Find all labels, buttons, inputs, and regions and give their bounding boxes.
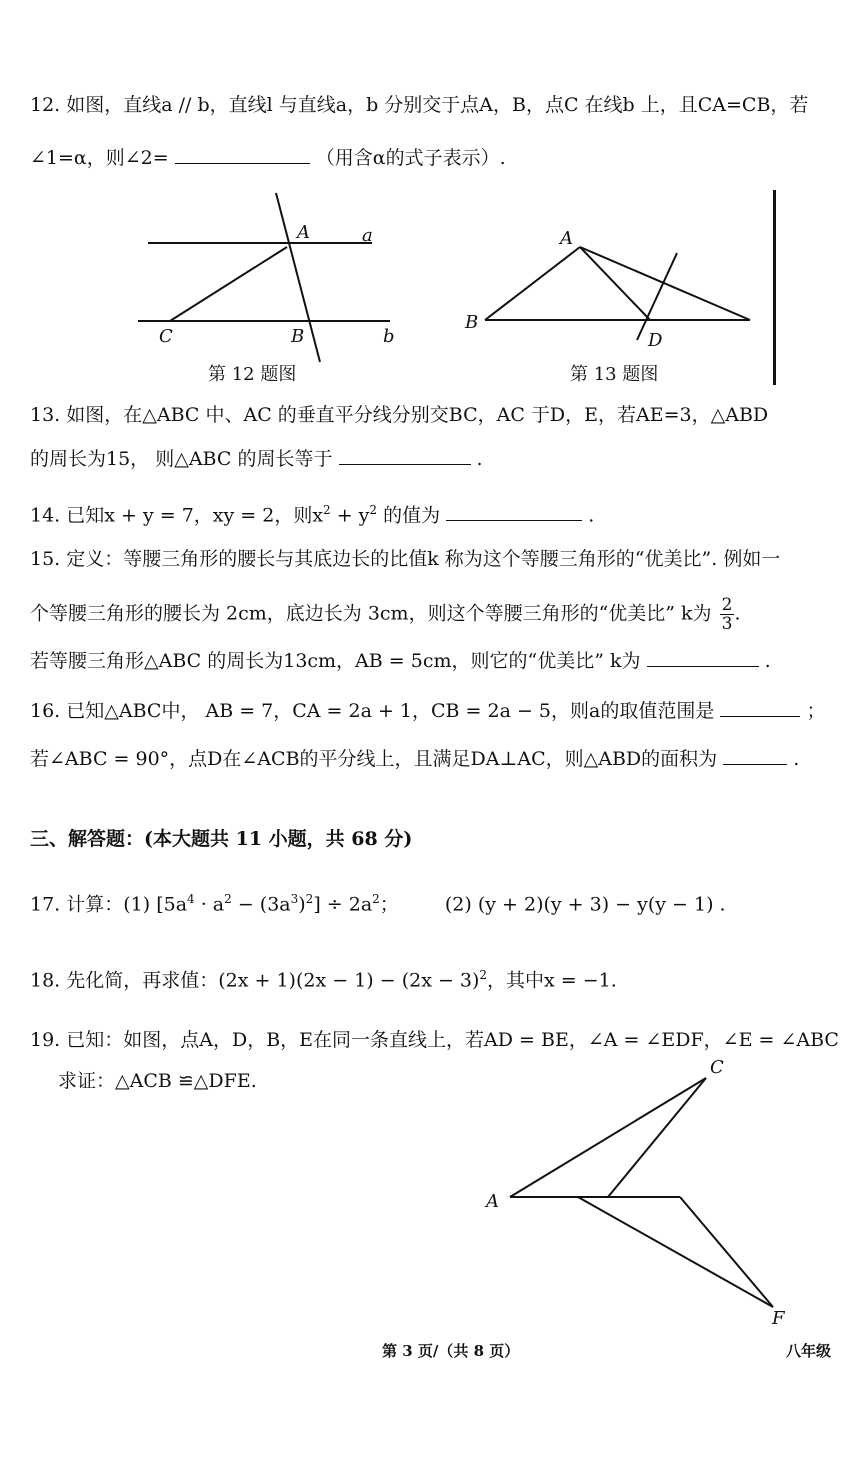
fig12-label-a: a — [362, 225, 373, 246]
q14-exp-y: 2 — [369, 503, 378, 517]
q17-text-f: ； — [379, 893, 399, 916]
q16-text-2: 若∠ABC = 90°，点D在∠ACB的平分线上，且满足DA⊥AC，则△ABD的面积为 — [30, 748, 718, 770]
fig13-label-A: A — [560, 228, 573, 249]
q17-line — [30, 886, 726, 917]
q17-exp-2c: 2 — [372, 892, 380, 906]
q17-text-d: ) — [298, 893, 306, 916]
q15-answer-blank — [647, 648, 759, 667]
q13-tail: . — [476, 448, 483, 470]
fig12-label-B: B — [291, 326, 305, 347]
q17-exp-2: 2 — [224, 892, 232, 906]
fig13-perpendicular-bisector — [637, 253, 677, 340]
q13-line1: 13. 如图，在△ABC 中、AC 的垂直平分线分别交BC，AC 于D，E，若AE=3，△ABD — [30, 404, 769, 426]
q14-answer-blank — [446, 502, 582, 521]
q15-line2 — [30, 596, 740, 633]
q12-tail: （用含α的式子表示）. — [315, 147, 506, 169]
q16-semicolon: ； — [806, 700, 826, 722]
q15-text: 个等腰三角形的腰长为 2cm，底边长为 3cm，则这个等腰三角形的“优美比” k为 — [30, 602, 712, 625]
q15-line2-end: . — [734, 602, 741, 625]
fig13-label-D: D — [648, 330, 663, 351]
q14-exp-x: 2 — [323, 503, 331, 517]
q16-answer-blank-2 — [723, 746, 787, 765]
fig19-side-AC — [510, 1078, 706, 1197]
fig13-side-AC — [580, 247, 750, 320]
q14-tail: . — [588, 504, 595, 527]
q15-text-3: 若等腰三角形△ABC 的周长为13cm，AB = 5cm，则它的“优美比” k为 — [30, 650, 641, 672]
figure-12 — [138, 193, 390, 362]
fig13-label-B: B — [465, 312, 479, 333]
q16-line1 — [30, 698, 825, 724]
fig19-label-A: A — [486, 1191, 499, 1212]
q18-text-b: ，其中x = −1. — [487, 969, 617, 992]
q12-line1: 12. 如图，直线a // b，直线l 与直线a，b 分别交于点A，B，点C 在线b 上，且CA=CB，若 — [30, 94, 809, 116]
q15-tail: . — [764, 650, 771, 672]
q17-text-e: ] ÷ 2a — [313, 893, 373, 916]
q15-fraction-numerator: 2 — [721, 595, 733, 615]
q17-exp-3: 3 — [290, 892, 299, 906]
q14-line — [30, 497, 594, 528]
q18-text-a: 18. 先化简，再求值：(2x + 1)(2x − 1) − (2x − 3) — [30, 969, 480, 992]
q14-text-a: 14. 已知x + y = 7，xy = 2，则x — [30, 504, 324, 527]
q16-line2 — [30, 746, 799, 772]
fig13-side-AB — [485, 247, 580, 320]
fig19-side-DF — [578, 1197, 773, 1307]
q15-fraction-denominator: 3 — [721, 614, 733, 634]
page-edge-bar — [773, 190, 776, 385]
q16-tail: . — [793, 748, 800, 770]
q15-fraction — [720, 596, 735, 633]
q19-line1: 19. 已知：如图，点A，D，B，E在同一条直线上，若AD = BE，∠A = ∠EDF，∠E = ∠ABC — [30, 1029, 839, 1051]
fig19-side-EF — [680, 1197, 773, 1307]
fig12-label-C: C — [159, 326, 173, 347]
q12-text: ∠1=α，则∠2= — [30, 147, 169, 169]
q13-text: 的周长为15， 则△ABC 的周长等于 — [30, 448, 333, 470]
q17-text-a: 17. 计算：(1) [5a — [30, 893, 188, 916]
q19-line2: 求证：△ACB ≌△DFE. — [58, 1070, 257, 1092]
q18-exp: 2 — [479, 968, 488, 982]
q18-line — [30, 962, 617, 993]
q14-text-b: + y — [330, 504, 370, 527]
q15-line1: 15. 定义：等腰三角形的腰长与其底边长的比值k 称为这个等腰三角形的“优美比”. 例如一 — [30, 548, 781, 570]
figure-13 — [485, 247, 750, 340]
page-number: 第 3 页/（共 8 页） — [382, 1342, 520, 1360]
q17-part2: (2) (y + 2)(y + 3) − y(y − 1) . — [444, 893, 726, 916]
q17-text-c: − (3a — [231, 893, 291, 916]
q16-answer-blank-1 — [720, 698, 800, 717]
fig13-segment-AD — [580, 247, 650, 320]
fig19-label-F: F — [772, 1308, 785, 1329]
fig19-side-CB — [608, 1078, 706, 1197]
fig13-caption: 第 13 题图 — [570, 364, 659, 385]
q16-text-1: 16. 已知△ABC中， AB = 7，CA = 2a + 1，CB = 2a − 5，则a的取值范围是 — [30, 700, 715, 722]
fig12-label-b: b — [383, 326, 395, 347]
q17-text-b: · a — [194, 893, 225, 916]
q13-line2 — [30, 446, 483, 472]
figure-19 — [510, 1078, 773, 1307]
fig19-label-C: C — [710, 1057, 724, 1078]
q17-exp-2b: 2 — [305, 892, 314, 906]
section-3-heading: 三、解答题：(本大题共 11 小题，共 68 分) — [30, 828, 413, 850]
q15-line3 — [30, 648, 771, 674]
fig12-segment-CA — [170, 247, 287, 321]
fig12-caption: 第 12 题图 — [208, 364, 297, 385]
q17-exp-4: 4 — [187, 892, 195, 906]
grade-label: 八年级 — [786, 1342, 832, 1360]
fig12-label-A: A — [297, 222, 310, 243]
q14-text-c: 的值为 — [377, 504, 441, 527]
q13-answer-blank — [339, 446, 471, 465]
